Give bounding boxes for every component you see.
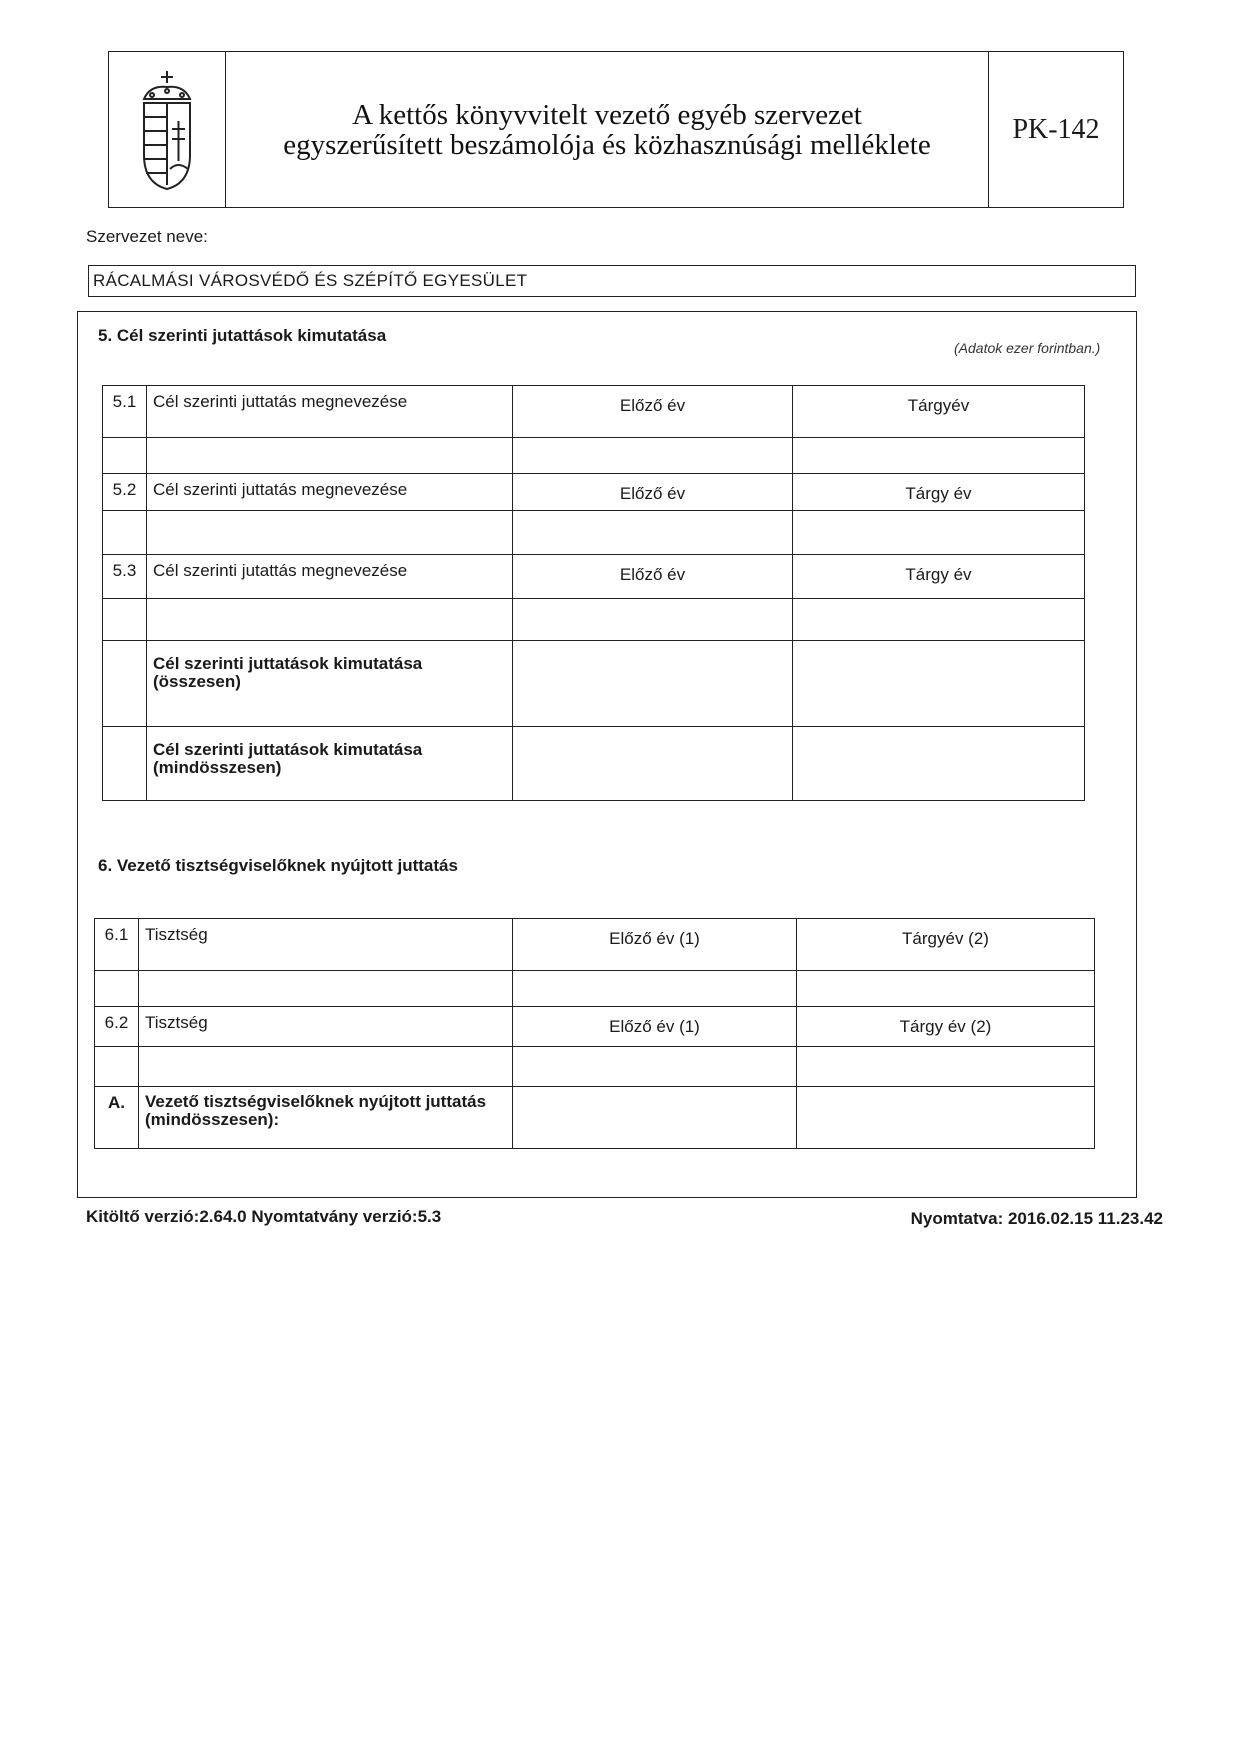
empty-cell [103,438,147,474]
input-cell-position[interactable] [139,1047,513,1087]
input-cell-previous-year[interactable] [513,599,793,641]
table-row [103,511,1085,555]
empty-cell [95,971,139,1007]
section-6-table [94,918,1095,1149]
table-row [95,919,1095,971]
column-header-current-year: Tárgy év [793,474,1085,511]
input-cell-previous-year[interactable] [513,511,793,555]
table-row [103,386,1085,438]
table-row [95,1047,1095,1087]
form-title-line-2: egyszerűsített beszámolója és közhasznúsági melléklete [283,128,931,161]
row-number: 5.1 [103,386,147,438]
coat-of-arms-icon [109,52,226,207]
total-label: Vezető tisztségviselőknek nyújtott juttatás (mindösszesen): [139,1087,513,1149]
table-row [103,555,1085,599]
table-row [95,1087,1095,1149]
row-number: 5.3 [103,555,147,599]
table-row [95,971,1095,1007]
grand-total-current-year-cell[interactable] [793,727,1085,801]
input-cell-previous-year[interactable] [513,1047,797,1087]
table-row [103,438,1085,474]
column-header-previous-year: Előző év [513,386,793,438]
empty-cell [103,511,147,555]
total-current-year-cell[interactable] [793,641,1085,727]
table-row [103,641,1085,727]
row-number: 5.2 [103,474,147,511]
empty-cell [103,727,147,801]
total-previous-year-cell[interactable] [513,1087,797,1149]
column-header-previous-year: Előző év [513,555,793,599]
input-cell-name[interactable] [147,599,513,641]
input-cell-current-year[interactable] [793,511,1085,555]
grand-total-label: Cél szerinti juttatások kimutatása (mindösszesen) [147,727,513,801]
version-info: Kitöltő verzió:2.64.0 Nyomtatvány verzió:5.3 [86,1207,442,1226]
column-header-current-year: Tárgyév [793,386,1085,438]
row-label: Cél szerinti jutattás megnevezése [147,555,513,599]
row-number: 6.1 [95,919,139,971]
column-header-previous-year: Előző év [513,474,793,511]
input-cell-position[interactable] [139,971,513,1007]
row-label: Cél szerinti juttatás megnevezése [147,474,513,511]
empty-cell [103,641,147,727]
input-cell-current-year[interactable] [797,1047,1095,1087]
input-cell-name[interactable] [147,438,513,474]
row-label: Tisztség [139,919,513,971]
row-label: Tisztség [139,1007,513,1047]
column-header-previous-year: Előző év (1) [513,919,797,971]
input-cell-current-year[interactable] [797,971,1095,1007]
amount-unit-note: (Adatok ezer forintban.) [954,340,1101,356]
form-title-line-1: A kettős könyvvitelt vezető egyéb szervezet [352,98,862,131]
total-label: Cél szerinti juttatások kimutatása (összesen) [147,641,513,727]
section-6-title: 6. Vezető tisztségviselőknek nyújtott juttatás [98,856,458,875]
row-number: A. [95,1087,139,1149]
row-number: 6.2 [95,1007,139,1047]
table-row [103,727,1085,801]
column-header-current-year: Tárgyév (2) [797,919,1095,971]
form-header [108,51,1124,208]
table-row [103,474,1085,511]
column-header-current-year: Tárgy év [793,555,1085,599]
total-previous-year-cell[interactable] [513,641,793,727]
column-header-previous-year: Előző év (1) [513,1007,797,1047]
table-row [103,599,1085,641]
section-5-table [102,385,1085,801]
form-title [226,52,988,207]
row-label: Cél szerinti juttatás megnevezése [147,386,513,438]
organization-name-field[interactable]: RÁCALMÁSI VÁROSVÉDŐ ÉS SZÉPÍTŐ EGYESÜLET [88,265,1136,297]
organization-label: Szervezet neve: [86,227,208,246]
table-row [95,1007,1095,1047]
input-cell-previous-year[interactable] [513,971,797,1007]
input-cell-name[interactable] [147,511,513,555]
print-timestamp: Nyomtatva: 2016.02.15 11.23.42 [910,1209,1163,1228]
input-cell-current-year[interactable] [793,599,1085,641]
column-header-current-year: Tárgy év (2) [797,1007,1095,1047]
input-cell-current-year[interactable] [793,438,1085,474]
section-5-title: 5. Cél szerinti jutattások kimutatása [98,326,387,345]
grand-total-previous-year-cell[interactable] [513,727,793,801]
input-cell-previous-year[interactable] [513,438,793,474]
total-current-year-cell[interactable] [797,1087,1095,1149]
empty-cell [95,1047,139,1087]
empty-cell [103,599,147,641]
form-code: PK-142 [988,52,1123,207]
